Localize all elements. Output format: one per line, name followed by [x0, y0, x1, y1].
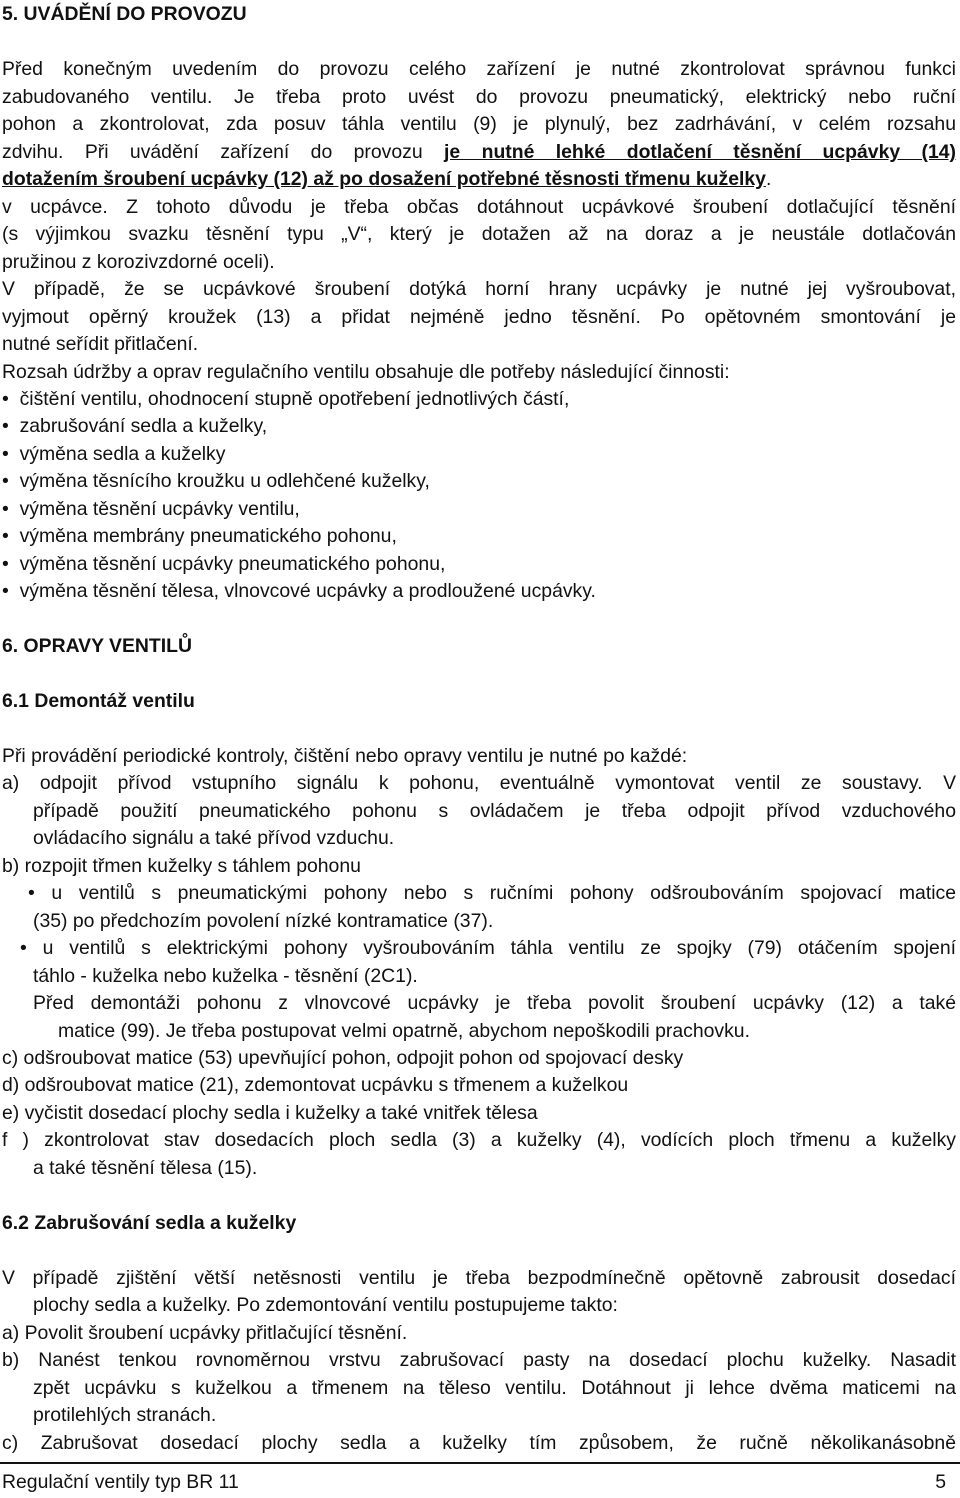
subsection-6-2-heading: 6.2 Zabrušování sedla a kuželky [2, 1212, 297, 1234]
list-item-a-cont: případě použití pneumatického pohonu s ovládačem je třeba odpojit přívod vzduchového [33, 800, 956, 822]
paragraph-text: zdvihu. Při uvádění zařízení do provozu [2, 141, 445, 163]
sub-bullet-cont: (35) po předchozím povolení nízké kontramatice (37). [33, 910, 494, 932]
list-item-c: c) Zabrušovat dosedací plochy sedla a kuželky tím způsobem, že ručně několikanásobně [2, 1432, 956, 1454]
bullet-icon: • [2, 388, 20, 410]
emphasis-underlined: dotažením šroubení ucpávky (12) až po dosažení potřebné těsnosti třmenu kuželky [2, 168, 766, 190]
paragraph-line: (s výjimkou svazku těsnění typu „V“, který je dotažen až na doraz a je neustále dotlačován [2, 223, 956, 245]
list-item-a-cont: ovládacího signálu a také přívod vzduchu. [33, 827, 395, 849]
paragraph-line [2, 166, 956, 193]
list-item-d: d) odšroubovat matice (21), zdemontovat ucpávku s třmenem a kuželkou [2, 1074, 629, 1096]
list-item: • výměna těsnícího kroužku u odlehčené kuželky, [2, 470, 430, 492]
section-5-heading: 5. UVÁDĚNÍ DO PROVOZU [2, 3, 247, 25]
list-item: • výměna těsnění ucpávky ventilu, [2, 498, 300, 520]
bullet-icon: • [2, 470, 20, 492]
paragraph-line: nutné seřídit přitlačení. [2, 333, 199, 355]
list-item-a: a) Povolit šroubení ucpávky přitlačující těsnění. [2, 1322, 408, 1344]
subsection-6-1-heading: 6.1 Demontáž ventilu [2, 690, 195, 712]
list-item: • výměna membrány pneumatického pohonu, [2, 525, 397, 547]
paragraph-line: V případě zjištění větší netěsnosti ventilu je třeba bezpodmínečně opětovně zabrousit dosedací [2, 1267, 956, 1289]
bullet-icon: • [2, 415, 20, 437]
paragraph-line: v ucpávce. Z tohoto důvodu je třeba občas dotáhnout ucpávkové šroubení dotlačující těsnění [2, 196, 956, 218]
paragraph-line: Při provádění periodické kontroly, čištění nebo opravy ventilu je nutné po každé: [2, 745, 688, 767]
list-item-b: b) rozpojit třmen kuželky s táhlem pohonu [2, 855, 361, 877]
paragraph-line: pohon a zkontrolovat, zda posuv táhla ventilu (9) je plynulý, bez zadrhávání, v celém rozsahu [2, 113, 956, 135]
paragraph-line: vyjmout opěrný kroužek (13) a přidat nejméně jedno těsnění. Po opětovném smontování je [2, 306, 956, 328]
footer-divider [0, 1462, 960, 1464]
note-line: matice (99). Je třeba postupovat velmi opatrně, abychom nepoškodili prachovku. [58, 1020, 750, 1042]
list-item-b-cont: protilehlých stranách. [33, 1404, 217, 1426]
paragraph-line: Před konečným uvedením do provozu celého zařízení je nutné zkontrolovat správnou funkci [2, 58, 956, 80]
list-item: • čištění ventilu, ohodnocení stupně opotřebení jednotlivých částí, [2, 388, 570, 410]
list-item: • výměna těsnění ucpávky pneumatického pohonu, [2, 553, 446, 575]
bullet-icon: • [2, 553, 20, 575]
paragraph-line: V případě, že se ucpávkové šroubení dotýká horní hrany ucpávky je nutné jej vyšroubovat, [2, 278, 956, 300]
list-item: • zabrušování sedla a kuželky, [2, 415, 268, 437]
sub-bullet-cont: táhlo - kuželka nebo kuželka - těsnění (2C1). [33, 965, 418, 987]
sub-bullet: • u ventilů s elektrickými pohony vyšroubováním táhla ventilu ze spojky (79) otáčením spojení [20, 937, 956, 959]
list-item: • výměna sedla a kuželky [2, 443, 226, 465]
paragraph-line [2, 139, 956, 166]
page-number: 5 [935, 1471, 946, 1493]
list-item-b: b) Nanést tenkou rovnoměrnou vrstvu zabrušovací pasty na dosedací plochu kuželky. Nasadit [2, 1349, 956, 1371]
bullet-icon: • [2, 580, 20, 602]
sub-bullet: • u ventilů s pneumatickými pohony nebo s ručními pohony odšroubováním spojovací matice [28, 882, 956, 904]
bullet-icon: • [2, 498, 20, 520]
list-item-e: e) vyčistit dosedací plochy sedla i kuželky a také vnitřek tělesa [2, 1102, 538, 1124]
list-item-a: a) odpojit přívod vstupního signálu k pohonu, eventuálně vymontovat ventil ze soustavy. V [2, 772, 956, 794]
section-6-heading: 6. OPRAVY VENTILŮ [2, 635, 192, 657]
list-item-b-cont: zpět ucpávku s kuželkou a třmenem na těleso ventilu. Dotáhnout ji lehce dvěma maticemi na [33, 1377, 956, 1399]
paragraph-text: . [765, 168, 772, 190]
bullet-icon: • [2, 525, 20, 547]
list-item-f: f ) zkontrolovat stav dosedacích ploch sedla (3) a kuželky (4), vodících ploch třmenu a kuželky [2, 1129, 956, 1151]
list-item-f-cont: a také těsnění tělesa (15). [33, 1157, 258, 1179]
bullet-icon: • [2, 443, 20, 465]
list-item: • výměna těsnění tělesa, vlnovcové ucpávky a prodloužené ucpávky. [2, 580, 596, 602]
emphasis-underlined: je nutné lehké dotlačení těsnění ucpávky (14) [444, 141, 957, 163]
paragraph-line: plochy sedla a kuželky. Po zdemontování ventilu postupujeme takto: [33, 1294, 618, 1316]
list-item-c: c) odšroubovat matice (53) upevňující pohon, odpojit pohon od spojovací desky [2, 1047, 684, 1069]
paragraph-line: Rozsah údržby a oprav regulačního ventilu obsahuje dle potřeby následující činnosti: [2, 361, 730, 383]
paragraph-line: pružinou z korozivzdorné oceli). [2, 251, 275, 273]
note-line: Před demontáži pohonu z vlnovcové ucpávky je třeba povolit šroubení ucpávky (12) a také [33, 992, 956, 1014]
paragraph-line: zabudovaného ventilu. Je třeba proto uvést do provozu pneumatický, elektrický nebo ruční [2, 86, 956, 108]
footer-title: Regulační ventily typ BR 11 [2, 1471, 239, 1493]
